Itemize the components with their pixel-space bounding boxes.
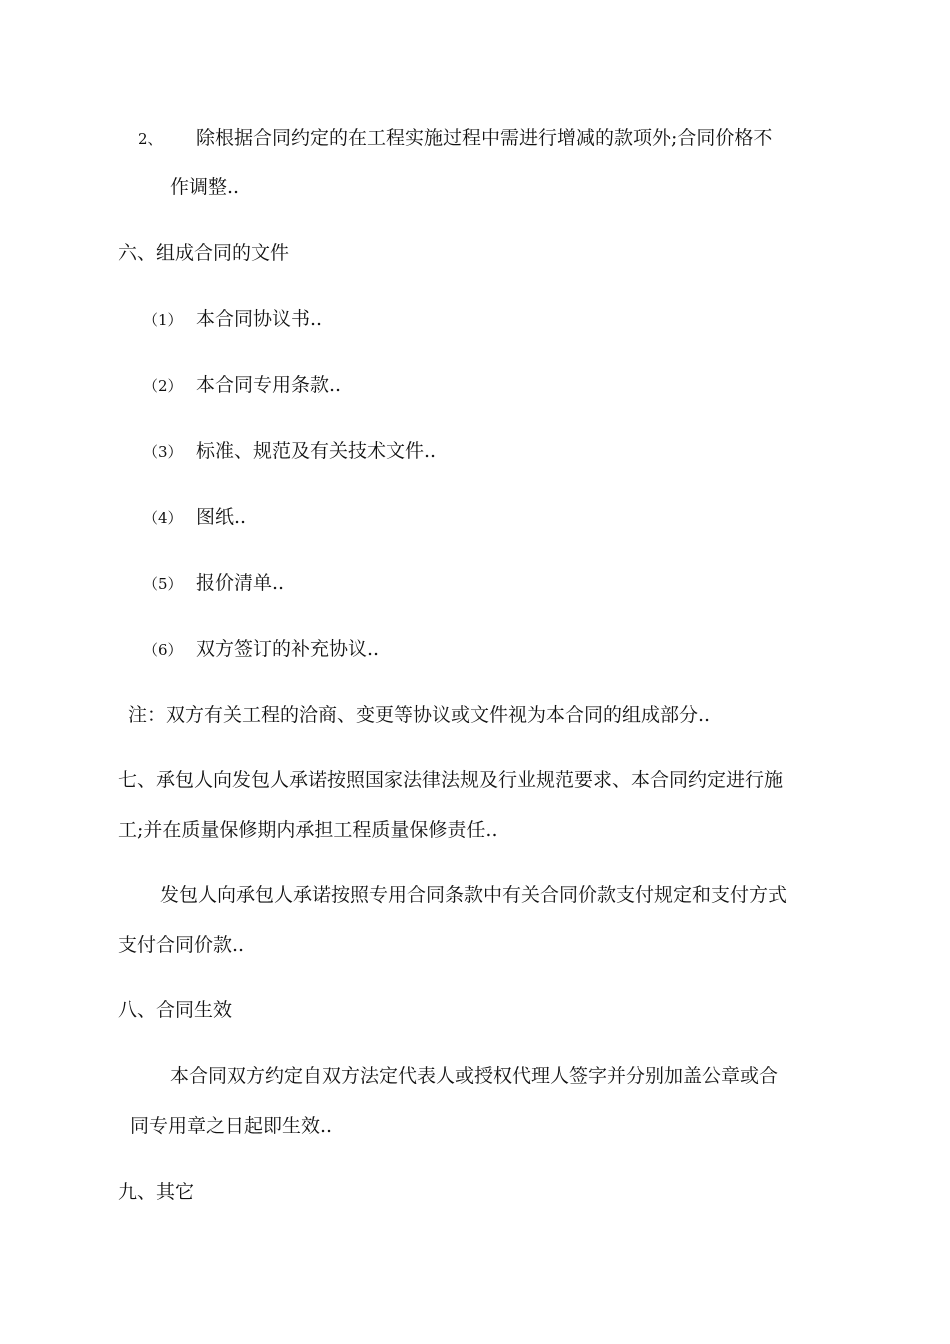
list-item-text: 本合同协议书.. xyxy=(196,308,323,330)
list-item xyxy=(143,307,322,332)
clause-number-text: 2、 xyxy=(138,130,163,148)
section-7-line-1: 七、承包人向发包人承诺按照国家法律法规及行业规范要求、本合同约定进行施 xyxy=(118,769,784,791)
section-8-line-2: 同专用章之日起即生效.. xyxy=(130,1115,333,1137)
section-6-heading: 六、组成合同的文件 xyxy=(118,242,290,264)
list-item xyxy=(143,373,341,398)
clause-line-1: 除根据合同约定的在工程实施过程中需进行增减的款项外;合同价格不 xyxy=(196,127,773,149)
list-item-text: 本合同专用条款.. xyxy=(196,374,342,396)
clause-line-2: 作调整.. xyxy=(170,176,240,198)
list-item xyxy=(143,439,436,464)
section-7-line-4: 支付合同价款.. xyxy=(118,934,245,956)
section-9-heading: 九、其它 xyxy=(118,1181,195,1203)
section-7-line-2: 工;并在质量保修期内承担工程质量保修责任.. xyxy=(118,819,498,841)
list-item-text: 双方签订的补充协议.. xyxy=(196,638,380,660)
list-item-number: （3） xyxy=(143,443,183,461)
list-item xyxy=(143,571,284,596)
list-item-text: 图纸.. xyxy=(196,506,247,528)
list-item-number: （6） xyxy=(143,641,183,659)
list-item-number: （2） xyxy=(143,377,183,395)
list-item-text: 报价清单.. xyxy=(196,572,285,594)
clause-number xyxy=(138,126,163,151)
list-item xyxy=(143,637,379,662)
list-item-number: （1） xyxy=(143,311,183,329)
section-6-note: 注：双方有关工程的洽商、变更等协议或文件视为本合同的组成部分.. xyxy=(128,704,711,726)
list-item xyxy=(143,505,246,530)
section-7-line-3: 发包人向承包人承诺按照专用合同条款中有关合同价款支付规定和支付方式 xyxy=(160,884,788,906)
list-item-number: （5） xyxy=(143,575,183,593)
list-item-text: 标准、规范及有关技术文件.. xyxy=(196,440,437,462)
list-item-number: （4） xyxy=(143,509,183,527)
section-8-heading: 八、合同生效 xyxy=(118,999,233,1021)
section-8-line-1: 本合同双方约定自双方法定代表人或授权代理人签字并分别加盖公章或合 xyxy=(170,1065,779,1087)
